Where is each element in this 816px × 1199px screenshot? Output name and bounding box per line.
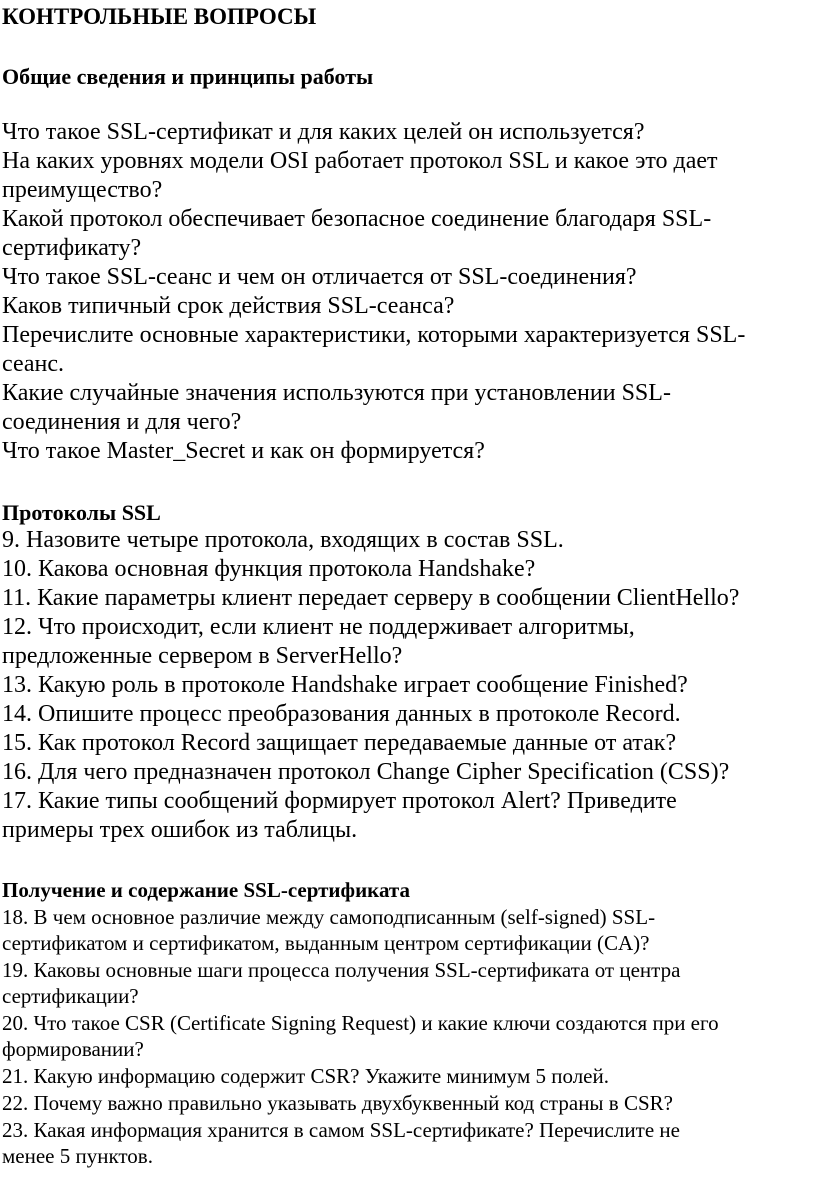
- question-line: сертификатом и сертификатом, выданным центром сертификации (CA)?: [2, 931, 650, 955]
- question-line: На каких уровнях модели OSI работает протокол SSL и какое это дает: [2, 148, 718, 174]
- question-line: Какой протокол обеспечивает безопасное соединение благодаря SSL-: [2, 206, 712, 232]
- question-line: Что такое SSL-сертификат и для каких целей он используется?: [2, 119, 645, 145]
- question-line: 13. Какую роль в протоколе Handshake играет сообщение Finished?: [2, 672, 688, 698]
- question-line: 17. Какие типы сообщений формирует протокол Alert? Приведите: [2, 788, 677, 814]
- section-heading-certificate: Получение и содержание SSL-сертификата: [2, 878, 410, 902]
- question-line: Что такое SSL-сеанс и чем он отличается от SSL-соединения?: [2, 264, 637, 290]
- question-line: сертификации?: [2, 984, 139, 1008]
- question-line: Что такое Master_Secret и как он формируется?: [2, 438, 485, 464]
- question-line: 19. Каковы основные шаги процесса получения SSL-сертификата от центра: [2, 958, 681, 982]
- page-title: КОНТРОЛЬНЫЕ ВОПРОСЫ: [2, 4, 317, 29]
- question-line: 15. Как протокол Record защищает передаваемые данные от атак?: [2, 730, 677, 756]
- question-line: 21. Какую информацию содержит CSR? Укажите минимум 5 полей.: [2, 1064, 609, 1088]
- section-heading-protocols: Протоколы SSL: [2, 500, 161, 525]
- question-line: предложенные сервером в ServerHello?: [2, 643, 403, 669]
- question-line: 18. В чем основное различие между самоподписанным (self-signed) SSL-: [2, 905, 656, 929]
- question-line: Какие случайные значения используются при установлении SSL-: [2, 380, 671, 406]
- question-line: преимущество?: [2, 177, 163, 203]
- question-line: формировании?: [2, 1037, 144, 1061]
- question-line: 9. Назовите четыре протокола, входящих в состав SSL.: [2, 527, 564, 553]
- question-line: 11. Какие параметры клиент передает серверу в сообщении ClientHello?: [2, 585, 740, 611]
- question-line: сертификату?: [2, 235, 142, 261]
- question-line: менее 5 пунктов.: [2, 1144, 153, 1168]
- question-line: 16. Для чего предназначен протокол Change Cipher Specification (CSS)?: [2, 759, 730, 785]
- question-line: 22. Почему важно правильно указывать двухбуквенный код страны в CSR?: [2, 1091, 673, 1115]
- question-line: 20. Что такое CSR (Certificate Signing Request) и какие ключи создаются при его: [2, 1011, 719, 1035]
- question-line: примеры трех ошибок из таблицы.: [2, 817, 358, 843]
- question-line: Перечислите основные характеристики, которыми характеризуется SSL-: [2, 322, 746, 348]
- section-heading-general: Общие сведения и принципы работы: [2, 64, 374, 89]
- question-line: 10. Какова основная функция протокола Handshake?: [2, 556, 536, 582]
- question-line: Каков типичный срок действия SSL-сеанса?: [2, 293, 455, 319]
- question-line: 14. Опишите процесс преобразования данных в протоколе Record.: [2, 701, 681, 727]
- question-line: 23. Какая информация хранится в самом SSL-сертификате? Перечислите не: [2, 1118, 680, 1142]
- question-line: соединения и для чего?: [2, 409, 242, 435]
- question-line: сеанс.: [2, 351, 65, 377]
- question-line: 12. Что происходит, если клиент не поддерживает алгоритмы,: [2, 614, 635, 640]
